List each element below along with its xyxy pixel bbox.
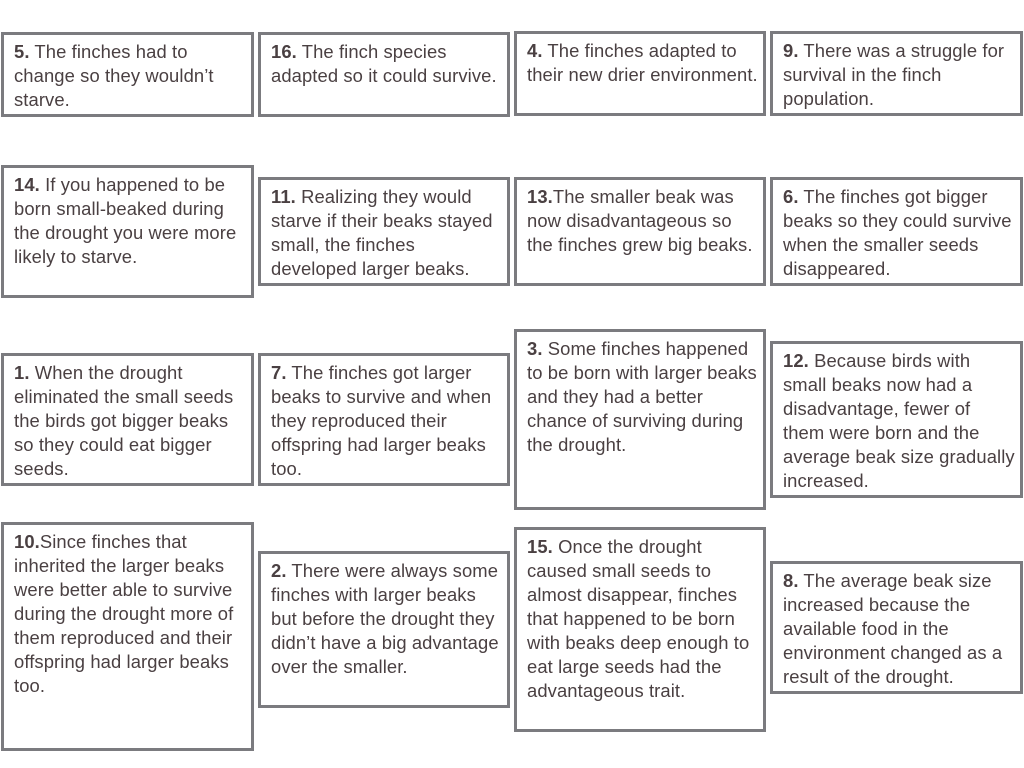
- statement-card-12[interactable]: [770, 341, 1023, 498]
- card-text: Some finches happened to be born with larger beaks and they had a better chance of surviving during the drought.: [527, 338, 757, 455]
- statement-card-15[interactable]: [514, 527, 766, 732]
- card-text: There were always some finches with larger beaks but before the drought they didn’t have a big advantage over the smaller.: [271, 560, 499, 677]
- card-number: 6.: [783, 186, 799, 207]
- card-number: 4.: [527, 40, 543, 61]
- card-text: The finches had to change so they wouldn’t starve.: [14, 41, 214, 110]
- statement-card-1[interactable]: [1, 353, 254, 486]
- card-text: If you happened to be born small-beaked during the drought you were more likely to starve.: [14, 174, 237, 267]
- card-number: 3.: [527, 338, 543, 359]
- card-text: The finches got bigger beaks so they could survive when the smaller seeds disappeared.: [783, 186, 1012, 279]
- statement-card-8[interactable]: [770, 561, 1023, 694]
- card-number: 1.: [14, 362, 30, 383]
- card-text: There was a struggle for survival in the finch population.: [783, 40, 1005, 109]
- statement-card-3[interactable]: [514, 329, 766, 510]
- statement-card-14[interactable]: [1, 165, 254, 298]
- card-number: 10.: [14, 531, 40, 552]
- card-text: When the drought eliminated the small seeds the birds got bigger beaks so they could eat bigger seeds.: [14, 362, 234, 479]
- card-text: The average beak size increased because the available food in the environment changed as a result of the drought.: [783, 570, 1003, 687]
- card-number: 5.: [14, 41, 30, 62]
- card-number: 11.: [271, 186, 296, 207]
- card-number: 16.: [271, 41, 297, 62]
- card-number: 8.: [783, 570, 799, 591]
- card-number: 13.: [527, 186, 553, 207]
- card-text: Once the drought caused small seeds to almost disappear, finches that happened to be born with beaks deep enough to eat large seeds had the advantageous trait.: [527, 536, 750, 701]
- statement-card-9[interactable]: [770, 31, 1023, 116]
- card-text: The smaller beak was now disadvantageous so the finches grew big beaks.: [527, 186, 753, 255]
- statement-card-13[interactable]: [514, 177, 766, 286]
- card-text: The finches adapted to their new drier environment.: [527, 40, 758, 85]
- card-number: 15.: [527, 536, 553, 557]
- statement-card-6[interactable]: [770, 177, 1023, 286]
- statement-card-2[interactable]: [258, 551, 510, 708]
- card-text: Since finches that inherited the larger beaks were better able to survive during the drought more of them reproduced and their offspring had larger beaks too.: [14, 531, 234, 696]
- card-number: 7.: [271, 362, 287, 383]
- card-text: Because birds with small beaks now had a disadvantage, fewer of them were born and the average beak size gradually increased.: [783, 350, 1015, 491]
- statement-card-4[interactable]: [514, 31, 766, 116]
- card-text: The finches got larger beaks to survive and when they reproduced their offspring had larger beaks too.: [271, 362, 492, 479]
- card-text: Realizing they would starve if their beaks stayed small, the finches developed larger beaks.: [271, 186, 493, 279]
- statement-card-5[interactable]: [1, 32, 254, 117]
- statement-card-11[interactable]: [258, 177, 510, 286]
- card-number: 12.: [783, 350, 809, 371]
- statement-card-10[interactable]: [1, 522, 254, 751]
- card-text: The finch species adapted so it could survive.: [271, 41, 497, 86]
- statement-card-7[interactable]: [258, 353, 510, 486]
- card-number: 9.: [783, 40, 799, 61]
- card-number: 14.: [14, 174, 40, 195]
- card-number: 2.: [271, 560, 287, 581]
- statement-card-16[interactable]: [258, 32, 510, 117]
